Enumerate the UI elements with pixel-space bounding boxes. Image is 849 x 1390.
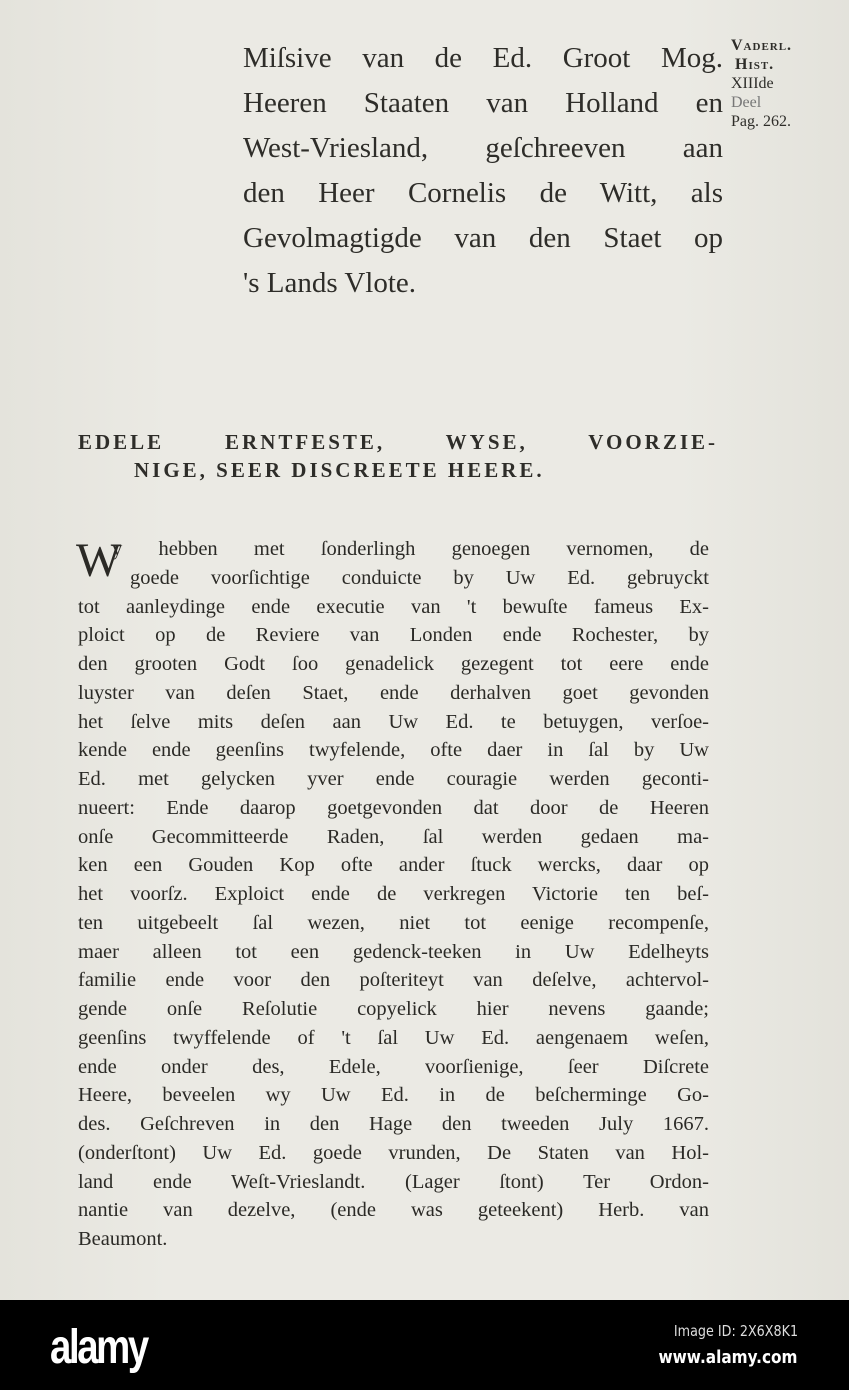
body-line: geenſins twyffelende of 't ſal Uw Ed. aengenaem weſen, [78, 1026, 709, 1049]
body-line: ten uitgebeelt ſal wezen, niet tot eenige recompenſe, [78, 911, 709, 934]
site-url: www.alamy.com [659, 1347, 798, 1368]
body-line: nantie van dezelve, (ende was geteekent) Herb. van [78, 1199, 709, 1222]
image-id-text: Image ID: 2X6X8K1 [673, 1322, 798, 1340]
letter-body [78, 535, 709, 1254]
body-line: onſe Gecommitteerde Raden, ſal werden gedaen ma- [78, 825, 709, 848]
body-line: maer alleen tot een gedenck-teeken in Uw Edelheyts [78, 940, 709, 963]
document-title [243, 36, 723, 306]
title-line: Heeren Staaten van Holland en [243, 87, 723, 119]
body-line: gende onſe Reſolutie copyelick hier nevens gaande; [78, 998, 709, 1020]
title-line: West-Vriesland, geſchreeven aan [243, 132, 723, 164]
title-line: Miſsive van de Ed. Groot Mog. [243, 42, 723, 74]
body-line: Beaumont. [78, 1228, 168, 1250]
title-line: den Heer Cornelis de Witt, als [243, 177, 723, 209]
salutation-line: NIGE, SEER DISCREETE HEERE. [134, 458, 545, 482]
body-line: het voorſz. Exploict ende de verkregen Victorie ten beſ- [78, 883, 709, 905]
body-line: des. Geſchreven in den Hage den tweeden July 1667. [78, 1113, 709, 1135]
body-line: het ſelve mits deſen aan Uw Ed. te betuygen, verſoe- [78, 710, 709, 733]
body-line: land ende Weſt-Vrieslandt. (Lager ſtont) Ter Ordon- [78, 1170, 709, 1193]
margin-note-line: Hist. [735, 56, 775, 73]
body-line: goede voorſichtige conduicte by Uw Ed. gebruyckt [130, 566, 709, 589]
body-line: ploict op de Reviere van Londen ende Rochester, by [78, 624, 709, 647]
salutation-heading [78, 428, 718, 484]
body-line: (onderſtont) Uw Ed. goede vrunden, De Staten van Hol- [78, 1141, 709, 1164]
watermark-bar [0, 1300, 849, 1390]
margin-note-line: Deel [731, 94, 762, 111]
margin-note-line: Vaderl. [731, 37, 793, 54]
body-line: y hebben met ſonderlingh genoegen vernomen, de [112, 538, 709, 560]
body-line: familie ende voor den poſteriteyt van deſelve, achtervol- [78, 969, 709, 992]
body-line: luyster van deſen Staet, ende derhalven goet gevonden [78, 681, 709, 704]
drop-cap: W [76, 534, 122, 587]
body-line: Ed. met gelycken yver ende couragie werden geconti- [78, 768, 709, 790]
alamy-logo: alamy [50, 1321, 147, 1374]
body-line: tot aanleydinge ende executie van 't bewuſte fameus Ex- [78, 595, 709, 618]
body-line: ende onder des, Edele, voorſienige, ſeer Diſcrete [78, 1055, 709, 1078]
margin-note-line: Pag. 262. [731, 113, 791, 130]
margin-note-line: XIIIde [731, 75, 774, 92]
title-line: Gevolmagtigde van den Staet op [243, 222, 723, 254]
salutation-line: EDELE ERNTFESTE, WYSE, VOORZIE- [78, 430, 718, 454]
title-line: 's Lands Vlote. [243, 267, 417, 299]
body-line: kende ende geenſins twyfelende, ofte daer in ſal by Uw [78, 739, 709, 762]
body-line: ken een Gouden Kop ofte ander ſtuck wercks, daar op [78, 854, 709, 877]
margin-reference [731, 36, 792, 131]
body-line: Heere, beveelen wy Uw Ed. in de beſcherminge Go- [78, 1084, 709, 1107]
body-line: den grooten Godt ſoo genadelick gezegent tot eere ende [78, 653, 709, 675]
body-line: nueert: Ende daarop goetgevonden dat door de Heeren [78, 796, 709, 819]
